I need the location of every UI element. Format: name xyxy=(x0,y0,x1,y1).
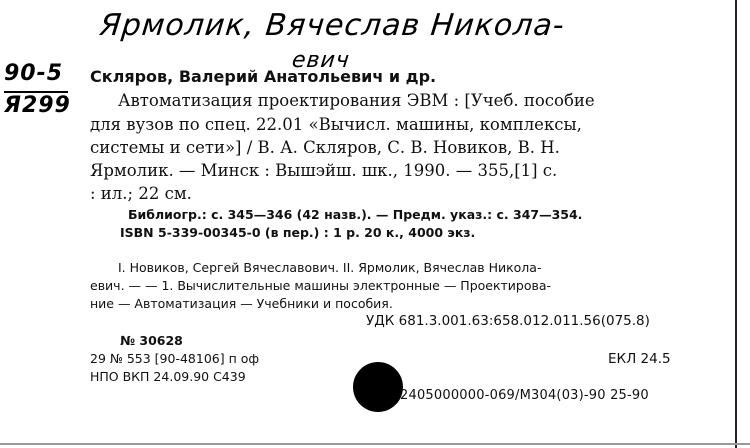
ekl-code: ЕКЛ 24.5 xyxy=(608,351,671,367)
catalog-code: 2405000000-069/М304(03)-90 25-90 xyxy=(400,388,649,403)
card-number: № 30628 xyxy=(120,333,183,348)
record-heading: Скляров, Валерий Анатольевич и др. xyxy=(90,67,437,86)
record-line-3: системы и сети»] / В. А. Скляров, С. В. Новиков, В. Н. xyxy=(90,138,560,157)
card-edge-bottom xyxy=(0,443,750,445)
record-line-1: Автоматизация проектирования ЭВМ : [Учеб. пособие xyxy=(118,91,595,110)
subject-line-1: I. Новиков, Сергей Вячеславович. II. Ярмолик, Вячеслав Никола- xyxy=(118,260,542,275)
handwritten-author-name: Ярмолик, Вячеслав Никола- xyxy=(98,8,567,43)
record-line-5: : ил.; 22 см. xyxy=(90,184,192,203)
punch-hole xyxy=(353,362,403,412)
record-line-4: Ярмолик. — Минск : Вышэйш. шк., 1990. — 355,[1] с. xyxy=(90,161,558,180)
isbn-note: ISBN 5-339-00345-0 (в пер.) : 1 р. 20 к., 4000 экз. xyxy=(120,225,476,240)
handwritten-class-code: 90-5 xyxy=(4,61,64,86)
card-edge-right xyxy=(735,0,737,448)
subject-line-2: евич. — — 1. Вычислительные машины электронные — Проектирова- xyxy=(90,278,552,293)
udc-code: УДК 681.3.001.63:658.012.011.56(075.8) xyxy=(366,313,650,329)
bibliography-note: Библиогр.: с. 345—346 (42 назв.). — Предм. указ.: с. 347—354. xyxy=(128,207,583,222)
handwritten-author-name-continued: евич xyxy=(290,48,352,73)
handwritten-author-mark: Я299 xyxy=(4,93,71,118)
record-line-2: для вузов по спец. 22.01 «Вычисл. машины, комплексы, xyxy=(90,115,582,134)
subject-line-3: ние — Автоматизация — Учебники и пособия. xyxy=(90,296,393,311)
order-number: 29 № 553 [90-48106] п оф xyxy=(90,351,260,366)
printing-office: НПО ВКП 24.09.90 С439 xyxy=(90,369,246,384)
